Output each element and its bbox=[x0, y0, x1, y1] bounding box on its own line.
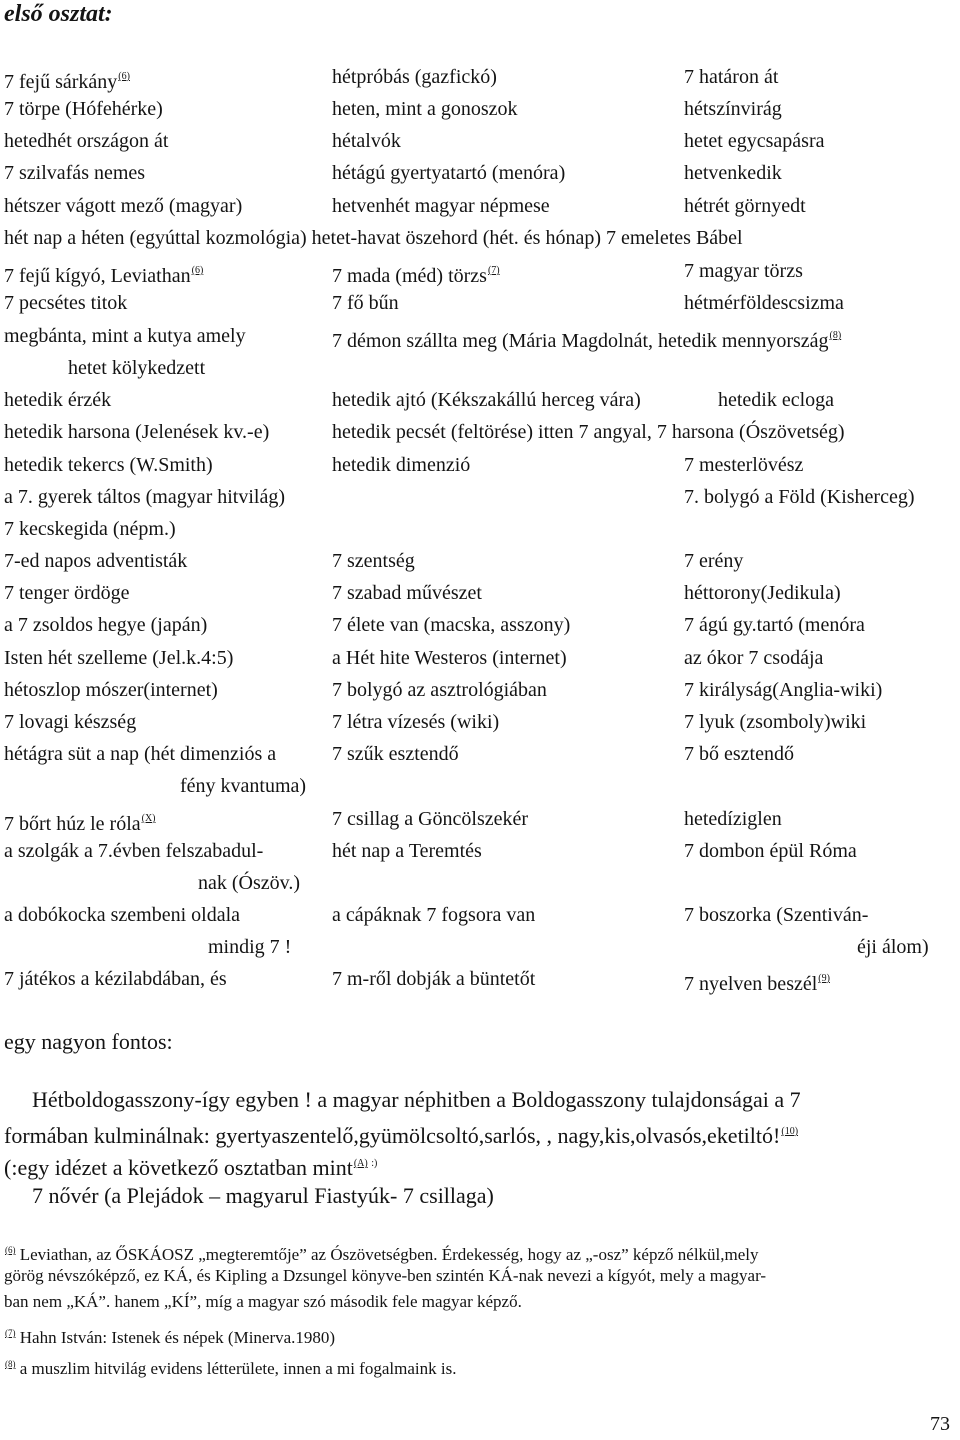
list-item: heten, mint a gonoszok bbox=[332, 98, 518, 120]
list-item-continuation: éji álom) bbox=[857, 936, 929, 958]
list-item: 7 tenger ördöge bbox=[4, 582, 130, 604]
list-item: megbánta, mint a kutya amely bbox=[4, 325, 246, 347]
list-item: hetedik harsona (Jelenések kv.-e) bbox=[4, 421, 270, 443]
footnote-text: Hahn István: Istenek és népek (Minerva.1980) bbox=[15, 1328, 336, 1347]
item-text: 7 nyelven beszél bbox=[684, 973, 818, 995]
list-item: hetedik érzék bbox=[4, 389, 112, 411]
item-text: 7 fejű kígyó, Leviathan bbox=[4, 265, 191, 287]
paragraph-line bbox=[4, 1118, 798, 1150]
list-item: hetedhét országon át bbox=[4, 130, 169, 152]
item-text: 7 fejű sárkány bbox=[4, 71, 118, 93]
list-item: hétoszlop mószer(internet) bbox=[4, 679, 218, 701]
list-item bbox=[4, 806, 156, 837]
list-item: 7 törpe (Hófehérke) bbox=[4, 98, 163, 120]
list-item: 7 pecsétes titok bbox=[4, 292, 128, 314]
item-text: 7 mada (méd) törzs bbox=[332, 265, 487, 287]
list-item: 7 lyuk (zsomboly)wiki bbox=[684, 711, 867, 733]
list-item: hét nap a Teremtés bbox=[332, 840, 482, 862]
list-item: 7 magyar törzs bbox=[684, 260, 803, 282]
footnote-ref[interactable]: (A) bbox=[353, 1158, 368, 1169]
list-item: 7 bolygó az asztrológiában bbox=[332, 679, 547, 701]
list-item: a 7. gyerek táltos (magyar hitvilág) bbox=[4, 486, 286, 508]
list-item: 7 csillag a Göncölszekér bbox=[332, 808, 529, 830]
list-item: hetvenkedik bbox=[684, 162, 782, 184]
footnote-text: a muszlim hitvilág evidens létterülete, innen a mi fogalmaink is. bbox=[15, 1359, 457, 1378]
line-text: formában kulminálnak: gyertyaszentelő,gyümölcsoltó,sarlós, , nagy,kis,olvasós,eketiltó! bbox=[4, 1123, 781, 1148]
list-item bbox=[684, 966, 830, 997]
footnote-ref[interactable]: (X) bbox=[141, 813, 156, 824]
list-item bbox=[332, 258, 500, 289]
footnote-6-cont: ban nem „KÁ”. hanem „KÍ”, míg a magyar szó második fele magyar képző. bbox=[4, 1292, 522, 1311]
list-item: 7 fő bűn bbox=[332, 292, 399, 314]
list-item: 7 szilvafás nemes bbox=[4, 162, 146, 184]
list-item: héttorony(Jedikula) bbox=[684, 582, 841, 604]
list-item bbox=[4, 258, 203, 289]
list-item: hetedik dimenzió bbox=[332, 454, 471, 476]
list-item: 7 szentség bbox=[332, 550, 415, 572]
list-item: hetedik pecsét (feltörése) itten 7 angyal, 7 harsona (Ószövetség) bbox=[332, 421, 845, 443]
list-item: hetedíziglen bbox=[684, 808, 782, 830]
list-item: 7 dombon épül Róma bbox=[684, 840, 857, 862]
paragraph-line bbox=[4, 1150, 377, 1182]
line-tail: :) bbox=[368, 1158, 378, 1169]
list-item: hetvenhét magyar népmese bbox=[332, 195, 550, 217]
footnote-6-cont: görög névszóképző, ez KÁ, és Kipling a Dzsungel könyve-ben szintén KÁ-nak nevezi a kígyót, mely a magyar- bbox=[4, 1266, 767, 1285]
list-item: 7 határon át bbox=[684, 66, 779, 88]
footnote-marker: (7) bbox=[5, 1328, 16, 1338]
list-item: 7 élete van (macska, asszony) bbox=[332, 614, 571, 636]
list-item: 7 szabad művészet bbox=[332, 582, 482, 604]
footnote-marker: (8) bbox=[5, 1359, 16, 1369]
footnote-7 bbox=[4, 1321, 335, 1350]
footnote-ref[interactable]: (6) bbox=[118, 71, 130, 82]
page-heading: első osztat: bbox=[4, 1, 113, 27]
list-item-continuation: mindig 7 ! bbox=[208, 936, 292, 958]
footnote-marker: (6) bbox=[5, 1245, 16, 1255]
list-item: 7 szűk esztendő bbox=[332, 743, 459, 765]
list-item: 7. bolygó a Föld (Kisherceg) bbox=[684, 486, 915, 508]
list-item: 7 létra vízesés (wiki) bbox=[332, 711, 500, 733]
footnote-ref[interactable]: (9) bbox=[818, 973, 830, 984]
list-item: hétmérföldescsizma bbox=[684, 292, 844, 314]
list-item: hetedik tekercs (W.Smith) bbox=[4, 454, 213, 476]
list-item: hétszínvirág bbox=[684, 98, 782, 120]
item-text: 7 démon szállta meg (Mária Magdolnát, hetedik mennyország bbox=[332, 330, 829, 352]
list-item: 7 erény bbox=[684, 550, 744, 572]
list-item: az ókor 7 csodája bbox=[684, 647, 824, 669]
list-item: a dobókocka szembeni oldala bbox=[4, 904, 241, 926]
footnote-ref[interactable]: (7) bbox=[487, 265, 500, 276]
list-item-continuation: nak (Ószöv.) bbox=[198, 872, 301, 894]
list-item: hétpróbás (gazfickó) bbox=[332, 66, 497, 88]
list-item: 7-ed napos adventisták bbox=[4, 550, 188, 572]
page-number: 73 bbox=[930, 1413, 950, 1435]
list-item: 7 bő esztendő bbox=[684, 743, 794, 765]
list-item: a cápáknak 7 fogsora van bbox=[332, 904, 536, 926]
list-item: hetet egycsapásra bbox=[684, 130, 825, 152]
list-item: a Hét hite Westeros (internet) bbox=[332, 647, 567, 669]
list-item: 7 mesterlövész bbox=[684, 454, 804, 476]
footnote-8 bbox=[4, 1352, 456, 1381]
list-item: 7 ágú gy.tartó (menóra bbox=[684, 614, 865, 636]
footnote-ref[interactable]: (8) bbox=[829, 330, 842, 341]
list-item: hétalvók bbox=[332, 130, 401, 152]
list-item-continuation: fény kvantuma) bbox=[180, 775, 307, 797]
list-item: 7 m-ről dobják a büntetőt bbox=[332, 968, 536, 990]
list-item: hétágú gyertyatartó (menóra) bbox=[332, 162, 566, 184]
list-item: a 7 zsoldos hegye (japán) bbox=[4, 614, 208, 636]
list-item: hétágra süt a nap (hét dimenziós a bbox=[4, 743, 277, 765]
list-item: 7 kecskegida (népm.) bbox=[4, 518, 176, 540]
important-label: egy nagyon fontos: bbox=[4, 1029, 173, 1054]
list-item: hétszer vágott mező (magyar) bbox=[4, 195, 243, 217]
list-item: Isten hét szelleme (Jel.k.4:5) bbox=[4, 647, 234, 669]
paragraph-line: 7 nővér (a Plejádok – magyarul Fiastyúk- 7 csillaga) bbox=[32, 1183, 494, 1208]
footnote-ref[interactable]: (10) bbox=[781, 1126, 799, 1137]
list-item bbox=[4, 64, 130, 95]
list-item: hetedik ecloga bbox=[718, 389, 835, 411]
list-item: hét nap a héten (egyúttal kozmológia) hetet-havat öszehord (hét. és hónap) 7 emeletes Bábel bbox=[4, 227, 743, 249]
footnote-6 bbox=[4, 1238, 759, 1267]
footnote-text: Leviathan, az ŐSKÁOSZ „megteremtője” az Ószövetségben. Érdekesség, hogy az „-osz” képző nélkül,mely bbox=[15, 1245, 759, 1264]
line-text: (:egy idézet a következő osztatban mint bbox=[4, 1155, 353, 1180]
list-item: a szolgák a 7.évben felszabadul- bbox=[4, 840, 264, 862]
list-item: 7 királyság(Anglia-wiki) bbox=[684, 679, 883, 701]
footnote-ref[interactable]: (6) bbox=[191, 265, 204, 276]
paragraph-line: Hétboldogasszony-így egyben ! a magyar néphitben a Boldogasszony tulajdonságai a 7 bbox=[32, 1087, 801, 1112]
list-item: 7 boszorka (Szentiván- bbox=[684, 904, 869, 926]
list-item: 7 lovagi készség bbox=[4, 711, 137, 733]
list-item-continuation: hetet kölykedzett bbox=[68, 357, 206, 379]
list-item: hetedik ajtó (Kékszakállú herceg vára) bbox=[332, 389, 641, 411]
list-item bbox=[332, 323, 841, 354]
list-item: 7 játékos a kézilabdában, és bbox=[4, 968, 227, 990]
list-item: hétrét görnyedt bbox=[684, 195, 806, 217]
item-text: 7 bőrt húz le róla bbox=[4, 813, 141, 835]
